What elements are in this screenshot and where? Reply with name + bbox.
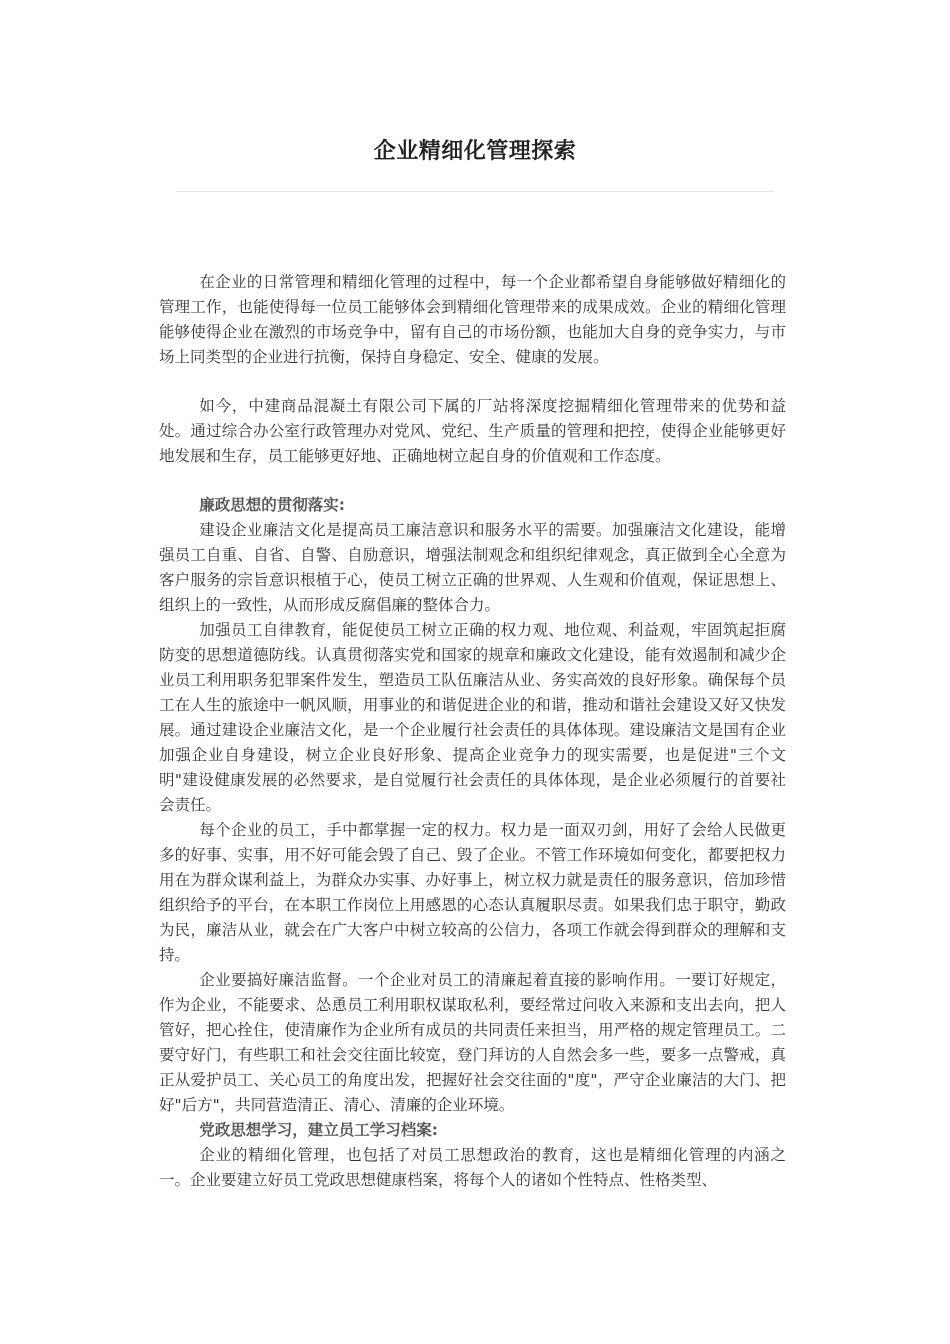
- body-paragraph: 企业要搞好廉洁监督。一个企业对员工的清廉起着直接的影响作用。一要订好规定，作为企业，不能要求、怂恿员工利用职权谋取私利，要经常过问收入来源和支出去向，把人管好，把心拴住，使清廉作为企业所有成员的共同责任来担当，用严格的规定管理员工。二要守好门，有些职工和社会交往面比较宽，登门拜访的人自然会多一些，要多一点警戒，真正从爱护员工、关心员工的角度出发，把握好社会交往面的"度"，严守企业廉洁的大门、把好"后方"，共同营造清正、清心、清廉的企业环境。: [159, 971, 786, 1114]
- title-divider: [176, 191, 774, 192]
- body-paragraph: 建设企业廉洁文化是提高员工廉洁意识和服务水平的需要。加强廉洁文化建设，能增强员工自重、自省、自警、自励意识，增强法制观念和组织纪律观念，真正做到全心全意为客户服务的宗旨意识根植于心，使员工树立正确的世界观、人生观和价值观，保证思想上、组织上的一致性，从而形成反腐倡廉的整体合力。: [159, 521, 786, 614]
- document-title: 企业精细化管理探索: [373, 139, 577, 164]
- section-heading: 党政思想学习，建立员工学习档案:: [199, 1121, 438, 1139]
- body-paragraph: 每个企业的员工，手中都掌握一定的权力。权力是一面双刃剑，用好了会给人民做更多的好事、实事，用不好可能会毁了自己、毁了企业。不管工作环境如何变化，都要把权力用在为群众谋利益上，为群众办实事、办好事上，树立权力就是责任的服务意识，倍加珍惜组织给予的平台，在本职工作岗位上用感恩的心态认真履职尽责。如果我们忠于职守，勤政为民，廉洁从业，就会在广大客户中树立较高的公信力，各项工作就会得到群众的理解和支持。: [159, 821, 786, 964]
- section-heading: 廉政思想的贯彻落实:: [199, 496, 345, 514]
- body-paragraph: 在企业的日常管理和精细化管理的过程中，每一个企业都希望自身能够做好精细化的管理工作，也能使得每一位员工能够体会到精细化管理带来的成果成效。企业的精细化管理能够使得企业在激烈的市场竞争中，留有自己的市场份额，也能加大自身的竞争实力，与市场上同类型的企业进行抗衡，保持自身稳定、安全、健康的发展。: [159, 273, 786, 366]
- document-body: [159, 270, 786, 1193]
- body-paragraph: 如今，中建商品混凝土有限公司下属的厂站将深度挖掘精细化管理带来的优势和益处。通过综合办公室行政管理办对党风、党纪、生产质量的管理和把控，使得企业能够更好地发展和生存，员工能够更好地、正确地树立起自身的价值观和工作态度。: [159, 397, 786, 465]
- body-paragraph: 加强员工自律教育，能促使员工树立正确的权力观、地位观、利益观，牢固筑起拒腐防变的思想道德防线。认真贯彻落实党和国家的规章和廉政文化建设，能有效遏制和减少企业员工利用职务犯罪案件发生，塑造员工队伍廉洁从业、务实高效的良好形象。确保每个员工在人生的旅途中一帆风顺，用事业的和谐促进企业的和谐，推动和谐社会建设又好又快发展。通过建设企业廉洁文化，是一个企业履行社会责任的具体体现。建设廉洁文是国有企业加强企业自身建设，树立企业良好形象、提高企业竞争力的现实需要，也是促进"三个文明"建设健康发展的必然要求，是自觉履行社会责任的具体体现，是企业必须履行的首要社会责任。: [159, 621, 786, 814]
- body-paragraph: 企业的精细化管理，也包括了对员工思想政治的教育，这也是精细化管理的内涵之一。企业要建立好员工党政思想健康档案，将每个人的诸如个性特点、性格类型、: [159, 1146, 786, 1189]
